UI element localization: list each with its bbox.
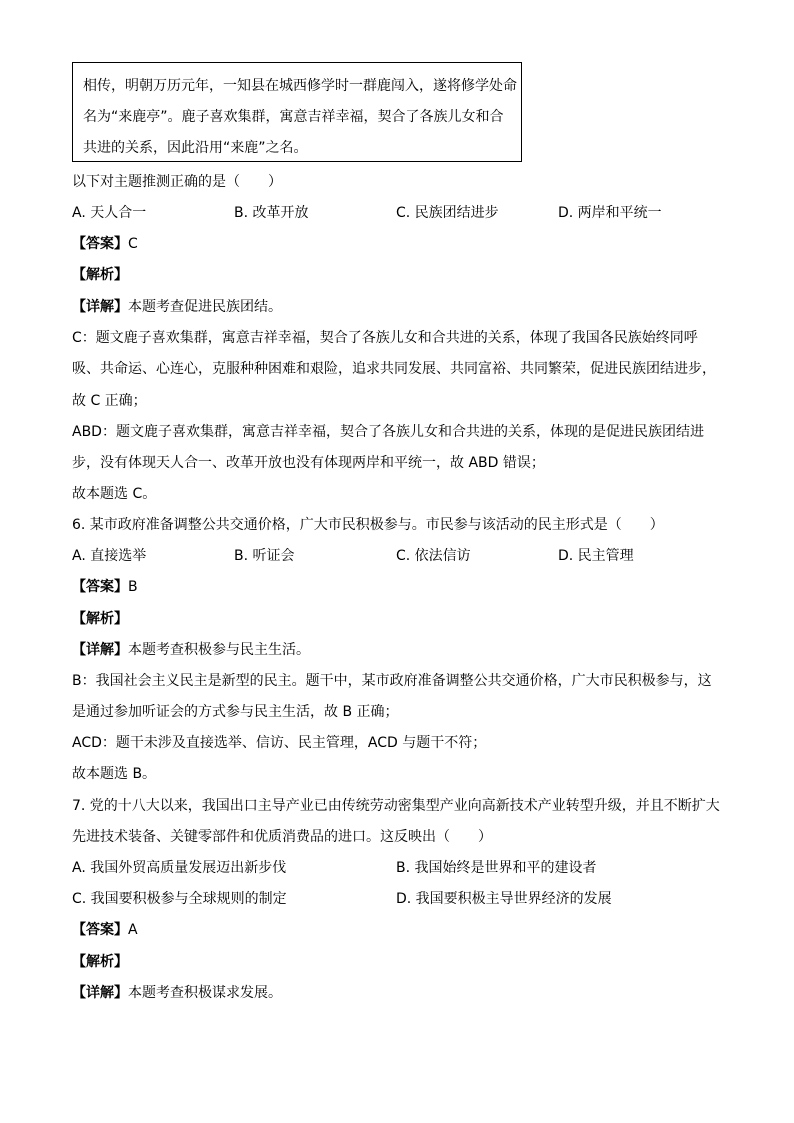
q5-explain-4: ABD：题文鹿子喜欢集群，寓意吉祥幸福，契合了各族儿女和合共进的关系，体现的是促进民族团结进 xyxy=(72,424,704,440)
q6-option-a: A. 直接选举 xyxy=(72,548,147,564)
q7-option-b: B. 我国始终是世界和平的建设者 xyxy=(396,860,597,876)
q6-option-c: C. 依法信访 xyxy=(396,548,471,564)
answer-tag: 【答案】 xyxy=(72,922,128,938)
q5-explain-3: 故 C 正确； xyxy=(72,393,147,409)
q7-option-a: A. 我国外贸高质量发展迈出新步伐 xyxy=(72,860,287,876)
detail-tag: 【详解】 xyxy=(72,642,128,658)
q5-detail xyxy=(72,297,282,317)
q7-answer xyxy=(72,920,138,940)
q6-answer xyxy=(72,577,138,597)
q6-explain-2: 是通过参加听证会的方式参与民主生活，故 B 正确； xyxy=(72,704,399,720)
answer-value: C xyxy=(128,236,138,252)
q7-analysis-tag: 【解析】 xyxy=(72,954,128,970)
q5-explain-6: 故本题选 C。 xyxy=(72,486,157,502)
q6-analysis-tag: 【解析】 xyxy=(72,611,128,627)
material-line-3: 共进的关系，因此沿用“来鹿”之名。 xyxy=(83,140,308,156)
q7-option-c: C. 我国要积极参与全球规则的制定 xyxy=(72,891,287,907)
q5-explain-5: 步，没有体现天人合一、改革开放也没有体现两岸和平统一，故 ABD 错误； xyxy=(72,455,545,471)
q5-option-c: C. 民族团结进步 xyxy=(396,205,499,221)
detail-text: 本题考查积极参与民主生活。 xyxy=(128,642,310,658)
q6-explain-4: 故本题选 B。 xyxy=(72,766,157,782)
answer-tag: 【答案】 xyxy=(72,236,128,252)
q6-option-d: D. 民主管理 xyxy=(558,548,634,564)
q7-detail xyxy=(72,983,282,1003)
detail-text: 本题考查积极谋求发展。 xyxy=(128,985,282,1001)
q5-option-d: D. 两岸和平统一 xyxy=(558,205,662,221)
q7-stem-2: 先进技术装备、关键零部件和优质消费品的进口。这反映出（ ） xyxy=(72,829,492,845)
q6-stem: 6. 某市政府准备调整公共交通价格，广大市民积极参与。市民参与该活动的民主形式是（ ） xyxy=(72,517,664,533)
material-line-2: 名为“来鹿亭”。鹿子喜欢集群，寓意吉祥幸福，契合了各族儿女和合 xyxy=(83,109,504,125)
q7-option-d: D. 我国要积极主导世界经济的发展 xyxy=(396,891,612,907)
q5-analysis-tag: 【解析】 xyxy=(72,267,128,283)
answer-tag: 【答案】 xyxy=(72,579,128,595)
q5-explain-1: C：题文鹿子喜欢集群，寓意吉祥幸福，契合了各族儿女和合共进的关系，体现了我国各民族始终同呼 xyxy=(72,330,698,346)
q5-option-a: A. 天人合一 xyxy=(72,205,147,221)
detail-text: 本题考查促进民族团结。 xyxy=(128,299,282,315)
q5-option-b: B. 改革开放 xyxy=(234,205,309,221)
answer-value: B xyxy=(128,579,138,595)
q5-answer xyxy=(72,234,138,254)
q5-stem: 以下对主题推测正确的是（ ） xyxy=(72,174,282,190)
material-box xyxy=(72,62,522,162)
q6-explain-3: ACD：题干未涉及直接选举、信访、民主管理，ACD 与题干不符； xyxy=(72,735,487,751)
material-line-1: 相传，明朝万历元年，一知县在城西修学时一群鹿闯入，遂将修学处命 xyxy=(83,78,517,94)
detail-tag: 【详解】 xyxy=(72,299,128,315)
answer-value: A xyxy=(128,922,138,938)
q6-explain-1: B：我国社会主义民主是新型的民主。题干中，某市政府准备调整公共交通价格，广大市民积极参与，这 xyxy=(72,673,712,689)
detail-tag: 【详解】 xyxy=(72,985,128,1001)
q6-detail xyxy=(72,640,310,660)
q5-explain-2: 吸、共命运、心连心，克服种种困难和艰险，追求共同发展、共同富裕、共同繁荣，促进民族团结进步， xyxy=(72,361,716,377)
q6-option-b: B. 听证会 xyxy=(234,548,295,564)
q7-stem-1: 7. 党的十八大以来，我国出口主导产业已由传统劳动密集型产业向高新技术产业转型升级，并且不断扩大 xyxy=(72,798,720,814)
